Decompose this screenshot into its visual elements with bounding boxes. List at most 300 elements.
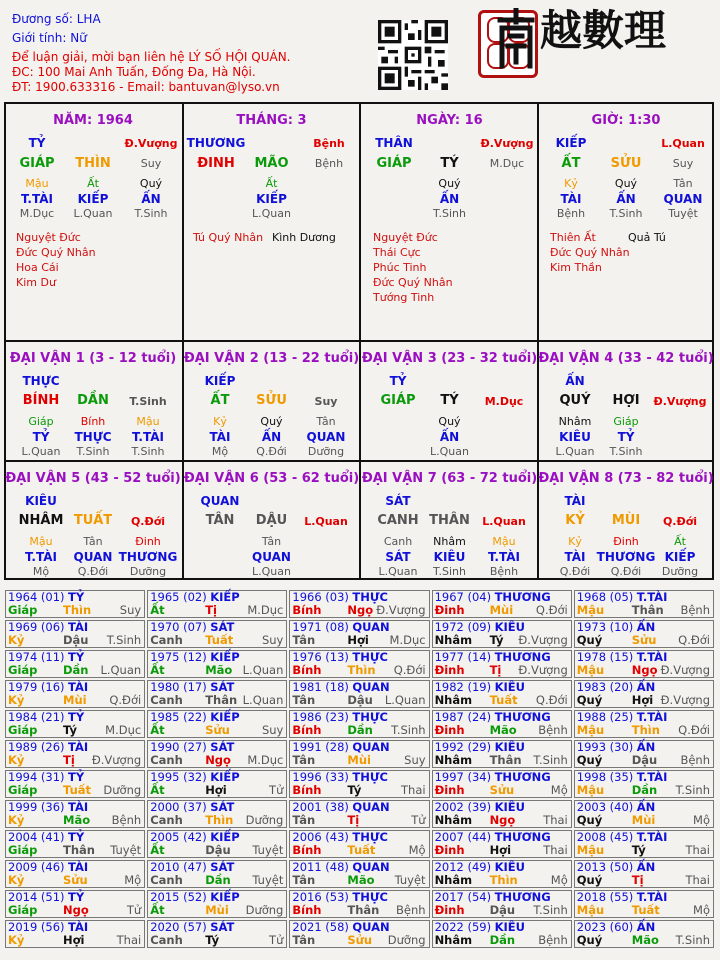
year-branch: Sửu (347, 933, 373, 947)
hidden-stage: Q.Đới (256, 445, 287, 458)
year-branch: Tuất (489, 693, 518, 707)
hidden-stage: T.Sinh (609, 207, 643, 220)
dai-van-stage: Đ.Vượng (653, 395, 707, 408)
year-branch: Hợi (347, 633, 369, 647)
year-label: 1984 (21) (8, 710, 65, 724)
year-stage: L.Quan (100, 663, 142, 677)
hidden-stem: Nhâm (433, 535, 466, 548)
hidden-stage: Tuyệt (668, 207, 698, 220)
year-label: 2015 (52) (150, 890, 207, 904)
star-item: Tướng Tinh (373, 291, 435, 304)
year-stage: L.Quan (384, 693, 426, 707)
year-label: 1977 (14) (434, 650, 492, 664)
hidden-god: ẤN (439, 430, 460, 444)
year-stage: Tử (126, 903, 142, 917)
year-cell (289, 890, 429, 918)
year-branch: Dậu (205, 843, 231, 857)
year-stage: Q.Đới (678, 723, 710, 737)
year-god: QUAN (352, 860, 390, 874)
year-stem: Mậu (576, 723, 605, 737)
year-stem: Canh (150, 753, 183, 767)
year-label: 1996 (33) (292, 770, 349, 784)
year-stage: Mộ (693, 813, 710, 827)
year-branch: Mùi (631, 813, 656, 827)
year-god: THƯƠNG (494, 710, 551, 724)
dai-van-god: KIẾP (204, 374, 236, 388)
year-label: 1973 (10) (576, 620, 634, 634)
year-stem: Canh (150, 933, 183, 947)
dai-van-branch: HỢI (612, 393, 640, 408)
year-stem: Mậu (576, 663, 605, 677)
hidden-god: KIÊU (559, 430, 591, 444)
year-god: T.TÀI (636, 590, 668, 604)
year-cell (147, 680, 287, 708)
table-row (5, 920, 714, 948)
year-stem: Đinh (434, 603, 465, 617)
year-stem: Ất (150, 903, 165, 917)
year-stem: Giáp (8, 843, 38, 857)
dai-van-title: ĐẠI VẬN 4 (33 - 42 tuổi) (538, 351, 714, 366)
year-label: 2007 (44) (434, 830, 492, 844)
year-cell (432, 890, 572, 918)
year-god: THỰC (352, 890, 388, 904)
dai-van-stem: GIÁP (380, 393, 416, 408)
hidden-stage: Dưỡng (661, 565, 699, 578)
year-god: SÁT (210, 920, 235, 934)
year-stage: Đ.Vượng (91, 753, 142, 767)
year-god: QUAN (352, 920, 390, 934)
hidden-stem: Quý (614, 177, 638, 190)
table-row (5, 650, 714, 678)
star-item: Kim Thần (550, 261, 602, 274)
hidden-stage: L.Quan (21, 445, 61, 458)
hidden-stem: Kỷ (213, 415, 227, 428)
year-stem: Kỷ (8, 753, 25, 767)
year-label: 1988 (25) (576, 710, 634, 724)
year-label: 2021 (58) (292, 920, 349, 934)
hidden-stem: Mậu (29, 535, 53, 548)
year-label: 2018 (55) (576, 890, 634, 904)
year-cell (147, 620, 287, 648)
year-branch: Thân (205, 693, 238, 707)
year-god: TỶ (68, 710, 85, 724)
star-item: Kim Dư (16, 276, 56, 289)
year-stage: Tuyệt (252, 843, 284, 857)
hidden-stem: Ất (87, 177, 99, 190)
year-god: SÁT (210, 680, 235, 694)
year-stage: Thai (685, 843, 710, 857)
hidden-stage: Q.Đới (610, 565, 642, 578)
dai-van-god: THỰC (22, 374, 60, 388)
year-stem: Quý (576, 813, 603, 827)
year-stage: Mộ (550, 783, 568, 797)
dai-van-god: TÀI (564, 494, 586, 508)
year-god: THƯƠNG (494, 590, 551, 604)
year-stem: Tân (292, 813, 316, 827)
year-stage: Tử (269, 933, 284, 947)
year-god: THƯƠNG (494, 890, 551, 904)
year-god: TÀI (68, 860, 89, 874)
year-god: TÀI (68, 800, 89, 814)
year-branch: Tuất (631, 903, 660, 917)
year-branch: Ngọ (205, 753, 231, 767)
year-stem: Nhâm (434, 693, 473, 707)
table-row (5, 680, 714, 708)
year-branch: Mùi (205, 903, 229, 917)
year-branch: Mão (489, 723, 517, 737)
dai-van-stage: L.Quan (482, 515, 526, 528)
year-cell (289, 680, 429, 708)
year-branch: Mão (631, 933, 659, 947)
year-cell (432, 920, 572, 948)
star-item: Đức Quý Nhân (16, 246, 96, 259)
star-item: Quả Tú (628, 231, 666, 244)
hidden-stage: L.Quan (73, 207, 113, 220)
year-stage: M.Dục (389, 633, 426, 647)
year-branch: Tý (347, 783, 362, 797)
table-row (5, 770, 714, 798)
year-god: SÁT (210, 740, 235, 754)
logo-nam-glyph (494, 8, 538, 70)
year-stage: Tử (411, 813, 426, 827)
year-stage: Bệnh (111, 813, 142, 827)
dai-van-branch: THÂN (429, 513, 470, 528)
year-god: KIẾP (210, 710, 240, 724)
hidden-god: TÀI (564, 550, 586, 564)
year-branch: Hợi (631, 693, 654, 707)
year-stage: Thai (543, 843, 568, 857)
year-branch: Ngọ (63, 903, 89, 917)
hidden-stage: M.Dục (19, 207, 55, 220)
year-branch: Mùi (63, 693, 87, 707)
dai-van-title: ĐẠI VẬN 8 (73 - 82 tuổi) (538, 471, 714, 486)
star-item: Đức Quý Nhân (373, 276, 453, 289)
year-label: 2013 (50) (576, 860, 634, 874)
hidden-stage: T.Sinh (433, 207, 466, 220)
year-stem: Bính (292, 783, 322, 797)
year-stage: Q.Đới (393, 663, 426, 677)
year-stage: Q.Đới (535, 693, 568, 707)
year-stem: Canh (150, 693, 183, 707)
pillar-title: GIỜ: 1:30 (591, 113, 661, 128)
year-stage: Mộ (550, 873, 568, 887)
hidden-stage: L.Quan (378, 565, 418, 578)
year-stem: Nhâm (434, 873, 473, 887)
year-stage: Bệnh (680, 753, 710, 767)
year-god: TỶ (68, 890, 85, 904)
table-row (5, 590, 714, 618)
hidden-god: TỶ (617, 430, 635, 444)
phone-email-line[interactable]: ĐT: 1900.633316 - Email: bantuvan@lyso.vn (12, 80, 280, 94)
year-branch: Mùi (347, 753, 371, 767)
year-stage: Đ.Vượng (660, 663, 710, 677)
hidden-god: T.TÀI (25, 550, 57, 564)
hidden-god: T.TÀI (132, 430, 164, 444)
table-row (5, 830, 714, 858)
dai-van-stem: NHÂM (18, 513, 64, 528)
year-stage: Đ.Vượng (518, 663, 568, 677)
year-stem: Tân (292, 873, 316, 887)
year-branch: Tuất (63, 783, 92, 797)
year-god: TỶ (68, 590, 85, 604)
year-label: 1975 (12) (150, 650, 207, 664)
year-stage: M.Dục (247, 753, 284, 767)
year-cell (432, 620, 572, 648)
hidden-stage: T.Sinh (433, 565, 466, 578)
year-stem: Ất (150, 723, 165, 737)
year-stage: Tuyệt (394, 873, 426, 887)
dai-van-god: QUAN (200, 494, 240, 508)
hidden-god: KIÊU (433, 550, 466, 564)
year-label: 1969 (06) (8, 620, 65, 634)
year-label: 2005 (42) (150, 830, 207, 844)
year-branch: Dậu (489, 903, 516, 917)
year-stem: Canh (150, 873, 183, 887)
dai-van-stage: L.Quan (304, 515, 348, 528)
year-branch: Hợi (489, 843, 512, 857)
hidden-god: THỰC (74, 430, 112, 444)
year-branch: Thìn (205, 813, 234, 827)
year-stem: Đinh (434, 663, 465, 677)
year-god: THỰC (352, 710, 388, 724)
year-stage: Mộ (124, 873, 142, 887)
year-label: 1997 (34) (434, 770, 492, 784)
year-branch: Tị (63, 753, 75, 767)
year-stem: Canh (150, 813, 183, 827)
hidden-stem: Tân (316, 415, 336, 428)
year-cell (5, 800, 145, 828)
year-label: 1966 (03) (292, 590, 349, 604)
year-cell (147, 890, 287, 918)
hidden-god: KIẾP (77, 192, 109, 206)
year-god: KIẾP (210, 590, 240, 604)
year-stem: Tân (292, 933, 316, 947)
year-god: THƯƠNG (494, 770, 551, 784)
year-stage: Đ.Vượng (376, 603, 426, 617)
year-stem: Bính (292, 603, 322, 617)
year-label: 1990 (27) (150, 740, 207, 754)
year-cell (5, 680, 145, 708)
year-stem: Quý (576, 873, 603, 887)
year-branch: Thìn (631, 723, 660, 737)
year-god: QUAN (352, 800, 390, 814)
year-stage: Q.Đới (535, 603, 568, 617)
year-cell (574, 890, 714, 918)
dai-van-title: ĐẠI VẬN 5 (43 - 52 tuổi) (5, 471, 181, 486)
year-label: 1980 (17) (150, 680, 207, 694)
year-stem: Kỷ (8, 873, 25, 887)
year-god: QUAN (352, 620, 390, 634)
dai-van-branch: SỬU (256, 393, 287, 408)
star-item: Hoa Cái (16, 261, 59, 274)
year-god: ẤN (636, 920, 656, 934)
year-label: 2023 (60) (576, 920, 634, 934)
year-god: TÀI (68, 680, 89, 694)
year-cell (574, 590, 714, 618)
year-stem: Mậu (576, 843, 605, 857)
year-label: 2017 (54) (434, 890, 492, 904)
year-cell (289, 650, 429, 678)
hidden-god: ẤN (439, 192, 460, 206)
year-label: 1982 (19) (434, 680, 492, 694)
year-label: 2009 (46) (8, 860, 65, 874)
year-stem: Ất (150, 843, 165, 857)
year-stage: Mộ (408, 843, 426, 857)
year-god: THỰC (352, 830, 388, 844)
year-stem: Nhâm (434, 633, 473, 647)
hidden-god: ẤN (616, 192, 636, 206)
year-branch: Dần (489, 933, 516, 947)
year-branch: Sửu (631, 633, 657, 647)
year-label: 1989 (26) (8, 740, 65, 754)
year-stem: Kỷ (8, 693, 25, 707)
year-stem: Mậu (576, 603, 605, 617)
hidden-stem: Quý (438, 177, 461, 190)
year-stem: Tân (292, 633, 316, 647)
star-item: Nguyệt Đức (16, 231, 81, 244)
year-stem: Giáp (8, 603, 38, 617)
dai-van-god: TỶ (389, 374, 407, 388)
pillar-stem: GIÁP (19, 156, 55, 171)
year-label: 2006 (43) (292, 830, 349, 844)
year-cell (5, 620, 145, 648)
year-cell (574, 860, 714, 888)
hidden-god: KIẾP (664, 550, 696, 564)
year-cell (574, 740, 714, 768)
hidden-stage: L.Quan (430, 445, 469, 458)
hidden-stem: Mậu (492, 535, 516, 548)
year-god: T.TÀI (636, 770, 668, 784)
year-stage: T.Sinh (533, 903, 568, 917)
hidden-god: ẤN (141, 192, 161, 206)
year-god: KIÊU (494, 860, 525, 874)
year-cell (432, 680, 572, 708)
address-line: ĐC: 100 Mai Anh Tuấn, Đống Đa, Hà Nội. (12, 65, 256, 79)
year-cell (289, 740, 429, 768)
year-branch: Thìn (489, 873, 518, 887)
year-stage: Dưỡng (387, 933, 426, 947)
year-cell (5, 890, 145, 918)
year-label: 1987 (24) (434, 710, 492, 724)
year-label: 2019 (56) (8, 920, 65, 934)
year-stem: Kỷ (8, 633, 25, 647)
hidden-god: THƯƠNG (596, 550, 656, 564)
year-stage: Dưỡng (103, 783, 142, 797)
table-row (5, 710, 714, 738)
hidden-god: TÀI (209, 430, 231, 444)
year-branch: Tị (631, 873, 644, 887)
year-cell (432, 650, 572, 678)
year-cell (432, 800, 572, 828)
year-stage: T.Sinh (106, 633, 142, 647)
year-label: 1981 (18) (292, 680, 349, 694)
hidden-stage: Mộ (32, 565, 50, 578)
year-god: T.TÀI (636, 890, 668, 904)
year-branch: Mùi (489, 603, 514, 617)
contact-line[interactable]: Để luận giải, mời bạn liên hệ LÝ SỐ HỘI QUÁN. (12, 50, 291, 64)
dai-van-title: ĐẠI VẬN 3 (23 - 32 tuổi) (361, 351, 538, 366)
year-god: KIẾP (210, 770, 240, 784)
dai-van-title: ĐẠI VẬN 6 (53 - 62 tuổi) (183, 471, 360, 486)
year-branch: Tị (489, 663, 502, 677)
year-branch: Sửu (63, 873, 88, 887)
pillar-branch: TÝ (440, 156, 459, 171)
year-god: THƯƠNG (494, 650, 551, 664)
year-branch: Tuất (347, 843, 376, 857)
year-stem: Mậu (576, 903, 605, 917)
year-stage: Dưỡng (245, 903, 284, 917)
pillar-title: NGÀY: 16 (416, 113, 483, 128)
year-god: ẤN (636, 620, 656, 634)
dai-van-god: ẤN (565, 374, 585, 388)
year-stage: Suy (119, 603, 142, 617)
year-god: THỰC (352, 590, 388, 604)
year-stem: Bính (292, 663, 322, 677)
hidden-stage: Mộ (211, 445, 229, 458)
hidden-stage: Q.Đới (559, 565, 591, 578)
year-branch: Tý (631, 843, 646, 857)
year-cell (5, 710, 145, 738)
year-god: THƯƠNG (494, 830, 551, 844)
year-god: TỶ (68, 770, 85, 784)
year-cell (574, 680, 714, 708)
year-stem: Đinh (434, 723, 465, 737)
year-stage: Đ.Vượng (660, 693, 710, 707)
year-stem: Nhâm (434, 753, 473, 767)
year-god: ẤN (636, 860, 656, 874)
header (0, 0, 720, 100)
year-stage: Suy (404, 753, 426, 767)
year-label: 2000 (37) (150, 800, 207, 814)
year-stage: T.Sinh (391, 723, 426, 737)
dai-van-title: ĐẠI VẬN 1 (3 - 12 tuổi) (9, 351, 177, 366)
dai-van-branch: DẬU (255, 513, 288, 528)
pillar-god: THÂN (375, 136, 413, 150)
star-item: Thiên Ất (550, 231, 596, 244)
year-stage: Bệnh (680, 603, 710, 617)
hidden-stem: Bính (80, 415, 106, 428)
hidden-stem: Mậu (25, 177, 49, 190)
dai-van-stem: QUÝ (559, 393, 591, 408)
year-cell (147, 920, 287, 948)
hidden-god: QUAN (73, 550, 113, 564)
year-god: TÀI (68, 920, 89, 934)
year-label: 2022 (59) (434, 920, 492, 934)
pillar-state: Bệnh (313, 137, 345, 150)
year-label: 1965 (02) (150, 590, 207, 604)
year-cell (289, 920, 429, 948)
hidden-stem: Kỷ (568, 535, 582, 548)
year-branch: Thân (63, 843, 95, 857)
year-god: KIÊU (494, 920, 525, 934)
year-stage: Dưỡng (245, 813, 284, 827)
year-cell (5, 830, 145, 858)
year-cell (147, 830, 287, 858)
year-label: 1985 (22) (150, 710, 207, 724)
year-label: 2011 (48) (292, 860, 349, 874)
hidden-god: SÁT (385, 550, 411, 564)
pillar-branch: THÌN (75, 156, 111, 171)
qr-code-icon (378, 20, 448, 90)
dai-van-stage: Suy (314, 395, 338, 408)
year-stem: Tân (292, 753, 316, 767)
year-stage: Q.Đới (109, 693, 142, 707)
hidden-god: QUAN (306, 430, 346, 444)
year-god: KIẾP (210, 890, 240, 904)
year-label: 2016 (53) (292, 890, 349, 904)
year-label: 1976 (13) (292, 650, 349, 664)
hidden-stem: Quý (139, 177, 163, 190)
